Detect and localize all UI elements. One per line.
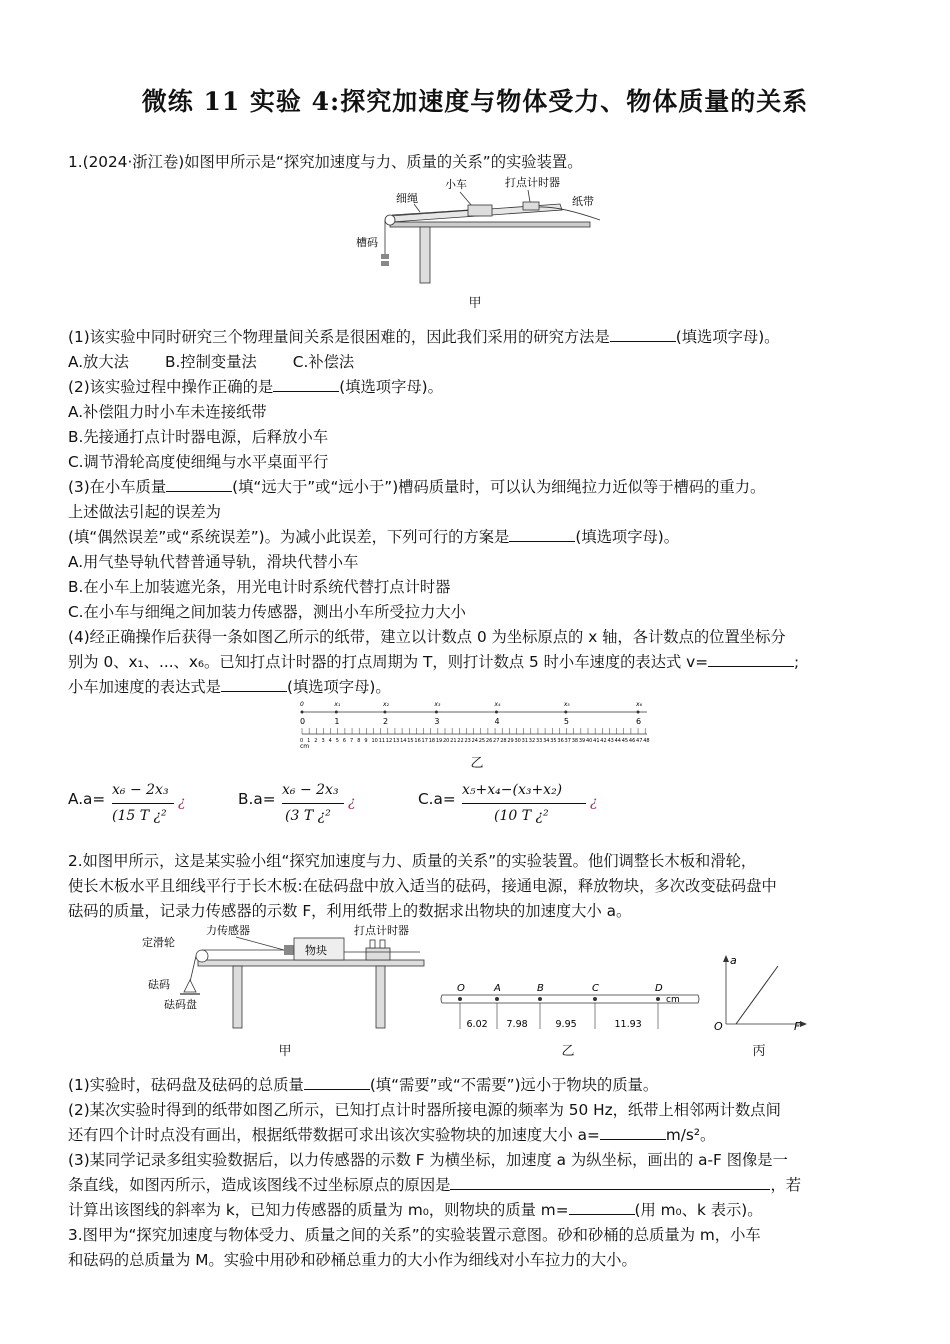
q1-part4-blank2[interactable] — [221, 677, 287, 692]
ruler-tick-label: 26 — [485, 738, 493, 744]
q1-part2-option-a: A.补偿阻力时小车未连接纸带 — [68, 403, 267, 421]
label-cart: 小车 — [445, 178, 467, 191]
ruler-point-number: 5 — [563, 717, 569, 726]
q1-figure-caption: 甲 — [468, 296, 482, 311]
q1-stem: 1.(2024·浙江卷)如图甲所示是“探究加速度与力、质量的关系”的实验装置。 — [68, 153, 583, 171]
label-timer: 打点计时器 — [505, 176, 560, 189]
q2-part3-line1: (3)某同学记录多组实验数据后，以力传感器的示数 F 为横坐标，加速度 a 为纵坐标，画出的 a-F 图像是一 — [68, 1151, 788, 1169]
tape-point — [458, 997, 462, 1001]
ruler-tick-label: 23 — [464, 738, 471, 744]
tape-point — [495, 997, 499, 1001]
ruler-point-number: 4 — [494, 717, 500, 726]
q1-option-b-qmark: ¿ — [348, 794, 356, 810]
q1-option-b: B.a= — [238, 790, 276, 808]
q2-graph-figure — [708, 952, 808, 1032]
ruler-point-label: x₄ — [494, 701, 501, 708]
q2-part1-blank[interactable] — [304, 1075, 370, 1090]
ruler-tick-label: 28 — [500, 738, 507, 744]
tape-point-label: B — [537, 983, 544, 994]
ruler-tick-label: 15 — [407, 738, 414, 744]
tape-distance: 9.95 — [555, 1019, 577, 1030]
q1-option-b-bar — [282, 803, 344, 804]
ruler-tick-label: 32 — [528, 738, 536, 744]
q2-part3-blank2[interactable] — [569, 1200, 635, 1215]
q1-part1-blank[interactable] — [610, 327, 676, 342]
ruler-tick-label: 48 — [643, 738, 650, 744]
tape-distance: 6.02 — [466, 1019, 488, 1030]
ruler-tick-label: 30 — [514, 738, 521, 744]
ruler-count-point — [435, 711, 438, 714]
q1-part2-option-c: C.调节滑轮高度使细绳与水平桌面平行 — [68, 453, 329, 471]
ruler-tick-label: 17 — [421, 738, 428, 744]
tape-point — [538, 997, 542, 1001]
q1-part3-option-a: A.用气垫导轨代替普通导轨，滑块代替小车 — [68, 553, 359, 571]
ruler-tick-label: 33 — [535, 738, 543, 744]
q1-part3-blank2[interactable] — [509, 527, 575, 542]
ruler-tick-label: 35 — [550, 738, 557, 744]
label-block: 物块 — [305, 944, 327, 957]
tape-point-label: C — [592, 983, 599, 994]
q2-part2-line2: 还有四个计时点没有画出，根据纸带数据可求出该次实验物块的加速度大小 a= m/s²。 — [68, 1126, 716, 1144]
ruler-point-label: x₃ — [434, 701, 441, 708]
tape-point — [593, 997, 597, 1001]
q1-part3-option-b: B.在小车上加装遮光条，用光电计时系统代替打点计时器 — [68, 578, 451, 596]
q1-option-c-denominator: (10 T ¿² — [494, 808, 549, 824]
q2-part3-line2: 条直线，如图丙所示，造成该图线不过坐标原点的原因是 ，若 — [68, 1176, 802, 1194]
ruler-tick-label: 42 — [600, 738, 607, 744]
ruler-tick-label: 27 — [493, 738, 500, 744]
ruler-count-point — [637, 711, 640, 714]
ruler-count-point — [495, 711, 498, 714]
ruler-point-number: 3 — [434, 717, 440, 726]
ruler-tick-label: 19 — [435, 738, 443, 744]
q1-ruler-caption: 乙 — [470, 756, 484, 771]
ruler-tick-label: 25 — [478, 738, 486, 744]
label-pan: 砝码盘 — [164, 998, 197, 1011]
label-weight: 槽码 — [356, 236, 378, 249]
ruler-tick-label: 36 — [557, 738, 564, 744]
q1-part4-line2: 别为 0、x₁、...、x₆。已知打点计时器的打点周期为 T，则打计数点 5 时小车速度的表达式 v= ; — [68, 653, 800, 671]
tape-unit: cm — [666, 995, 680, 1005]
q2-tape-figure — [440, 975, 702, 1035]
label-rope: 细绳 — [396, 192, 418, 205]
graph-origin: O — [714, 1020, 723, 1032]
ruler-tick-label: 31 — [521, 738, 529, 744]
q1-option-a-qmark: ¿ — [178, 794, 186, 810]
ruler-tick-label: 1 — [307, 738, 311, 744]
graph-axis-x: F — [794, 1020, 801, 1032]
q2-caption-a: 甲 — [278, 1044, 292, 1059]
ruler-tick-label: 11 — [378, 738, 386, 744]
ruler-point-label: 0 — [300, 701, 304, 708]
ruler-tick-label: 40 — [586, 738, 593, 744]
q2-caption-b: 乙 — [561, 1044, 575, 1059]
ruler-tick-label: 3 — [321, 738, 325, 744]
ruler-count-point — [383, 711, 386, 714]
q1-part4-blank1[interactable] — [708, 652, 794, 667]
q3-line2: 和砝码的总质量为 M。实验中用砂和砂桶总重力的大小作为细线对小车拉力的大小。 — [68, 1251, 637, 1269]
ruler-tick-label: 24 — [471, 738, 478, 744]
q1-option-c-bar — [462, 803, 586, 804]
ruler-tick-label: 22 — [457, 738, 464, 744]
q1-part4-line1: (4)经正确操作后获得一条如图乙所示的纸带，建立以计数点 0 为坐标原点的 x 轴，各计数点的位置坐标分 — [68, 628, 786, 646]
q2-part3-blank1[interactable] — [450, 1175, 770, 1190]
ruler-tick-label: 18 — [428, 738, 436, 744]
q1-part1-options: A.放大法 B.控制变量法 C.补偿法 — [68, 353, 355, 371]
ruler-count-point — [335, 711, 338, 714]
ruler-point-number: 0 — [300, 717, 306, 726]
ruler-tick-label: 29 — [507, 738, 514, 744]
ruler-point-label: x₂ — [382, 701, 389, 708]
q1-part3-blank1[interactable] — [166, 477, 232, 492]
ruler-tick-label: 44 — [614, 738, 621, 744]
ruler-tick-label: 13 — [392, 738, 400, 744]
q1-option-a-bar — [112, 803, 174, 804]
ruler-unit: cm — [300, 743, 310, 748]
q2-stem-line2: 使长木板水平且细线平行于长木板:在砝码盘中放入适当的砝码，接通电源，释放物块，多次改变砝码盘中 — [68, 877, 777, 895]
page-title: 微练 11 实验 4:探究加速度与物体受力、物体质量的关系 — [141, 87, 809, 116]
q1-part3: (3)在小车质量 (填“远大于”或“远小于”)槽码质量时，可以认为细绳拉力近似等于槽码的重力。 — [68, 478, 766, 496]
tape-point-label: O — [457, 983, 465, 994]
tape-distance: 11.93 — [614, 1019, 642, 1030]
ruler-tick-label: 37 — [564, 738, 571, 744]
ruler-tick-label: 8 — [357, 738, 361, 744]
q2-caption-c: 丙 — [752, 1044, 766, 1059]
ruler-tick-label: 14 — [400, 738, 407, 744]
ruler-point-number: 1 — [334, 717, 340, 726]
q1-option-b-denominator: (3 T ¿² — [285, 808, 331, 824]
q1-option-c: C.a= — [418, 790, 456, 808]
ruler-tick-label: 0 — [300, 738, 304, 744]
ruler-point-label: x₅ — [563, 701, 570, 708]
ruler-tick-label: 43 — [607, 738, 614, 744]
q1-option-b-numerator: x₆ − 2x₃ — [282, 782, 339, 798]
q2-part1: (1)实验时，砝码盘及砝码的总质量 (填“需要”或“不需要”)远小于物块的质量。 — [68, 1076, 659, 1094]
q2-stem-line3: 砝码的质量，记录力传感器的示数 F，利用纸带上的数据求出物块的加速度大小 a。 — [68, 902, 632, 920]
q1-part2-blank[interactable] — [273, 377, 339, 392]
tape-strip — [441, 995, 699, 1003]
q2-stem-line1: 2.如图甲所示，这是某实验小组“探究加速度与力、质量的关系”的实验装置。他们调整长木板和滑轮， — [68, 852, 757, 870]
q3-line1: 3.图甲为“探究加速度与物体受力、质量之间的关系”的实验装置示意图。砂和砂桶的总质量为 m，小车 — [68, 1226, 761, 1244]
tape-point — [656, 997, 660, 1001]
q1-option-a-numerator: x₆ − 2x₃ — [112, 782, 169, 798]
ruler-point-label: x₁ — [334, 701, 341, 708]
tape-distance: 7.98 — [506, 1019, 528, 1030]
q1-option-c-numerator: x₅+x₄−(x₃+x₂) — [462, 782, 563, 798]
graph-axis-y: a — [730, 954, 737, 967]
q1-part2: (2)该实验过程中操作正确的是 (填选项字母)。 — [68, 378, 443, 396]
q1-option-c-qmark: ¿ — [590, 794, 598, 810]
q1-part3-option-c: C.在小车与细绳之间加装力传感器，测出小车所受拉力大小 — [68, 603, 466, 621]
q1-option-a: A.a= — [68, 790, 106, 808]
ruler-tick-label: 41 — [593, 738, 600, 744]
label-weight2: 砝码 — [148, 978, 170, 991]
ruler-tick-label: 34 — [543, 738, 550, 744]
ruler-tick-label: 16 — [414, 738, 421, 744]
q2-part2-blank[interactable] — [600, 1125, 666, 1140]
ruler-point-label: x₆ — [636, 701, 643, 708]
ruler-count-point — [564, 711, 567, 714]
q1-part2-option-b: B.先接通打点计时器电源，后释放小车 — [68, 428, 329, 446]
ruler-count-point — [301, 711, 304, 714]
label-pulley: 定滑轮 — [142, 936, 175, 949]
tape-point-label: D — [655, 983, 663, 994]
q1-part3-line3: (填“偶然误差”或“系统误差”)。为减小此误差，下列可行的方案是 (填选项字母)。 — [68, 528, 680, 546]
ruler-tick-label: 10 — [371, 738, 378, 744]
q2-part2-line1: (2)某次实验时得到的纸带如图乙所示，已知打点计时器所接电源的频率为 50 Hz，纸带上相邻两计数点间 — [68, 1101, 781, 1119]
label-tape: 纸带 — [572, 195, 594, 208]
ruler-point-number: 2 — [382, 717, 389, 726]
q1-apparatus-figure — [340, 172, 610, 290]
q2-apparatus-figure — [140, 920, 430, 1038]
q1-ruler-figure — [292, 698, 652, 748]
ruler-tick-label: 39 — [578, 738, 586, 744]
ruler-tick-label: 38 — [571, 738, 579, 744]
ruler-tick-label: 7 — [350, 738, 354, 744]
q1-part1: (1)该实验中同时研究三个物理量间关系是很困难的，因此我们采用的研究方法是 (填选项字母)。 — [68, 328, 780, 346]
tape-point-label: A — [494, 983, 501, 994]
ruler-tick-label: 45 — [621, 738, 629, 744]
ruler-tick-label: 5 — [335, 738, 339, 744]
ruler-tick-label: 12 — [385, 738, 393, 744]
q1-part3-line2: 上述做法引起的误差为 — [68, 503, 221, 521]
q2-part3-line3: 计算出该图线的斜率为 k，已知力传感器的质量为 m₀，则物块的质量 m= (用 m₀、k 表示)。 — [68, 1201, 763, 1219]
ruler-tick-label: 4 — [328, 738, 332, 744]
q1-option-a-denominator: (15 T ¿² — [112, 808, 167, 824]
label-sensor: 力传感器 — [206, 924, 250, 937]
q1-part4-line3: 小车加速度的表达式是 (填选项字母)。 — [68, 678, 391, 696]
ruler-tick-label: 9 — [364, 738, 368, 744]
ruler-tick-label: 46 — [628, 738, 636, 744]
ruler-point-number: 6 — [636, 717, 642, 726]
ruler-tick-label: 21 — [450, 738, 457, 744]
ruler-tick-label: 20 — [443, 738, 450, 744]
ruler-tick-label: 6 — [342, 738, 347, 744]
ruler-tick-label: 2 — [314, 738, 318, 744]
label-timer2: 打点计时器 — [354, 924, 409, 937]
ruler-tick-label: 47 — [636, 738, 643, 744]
